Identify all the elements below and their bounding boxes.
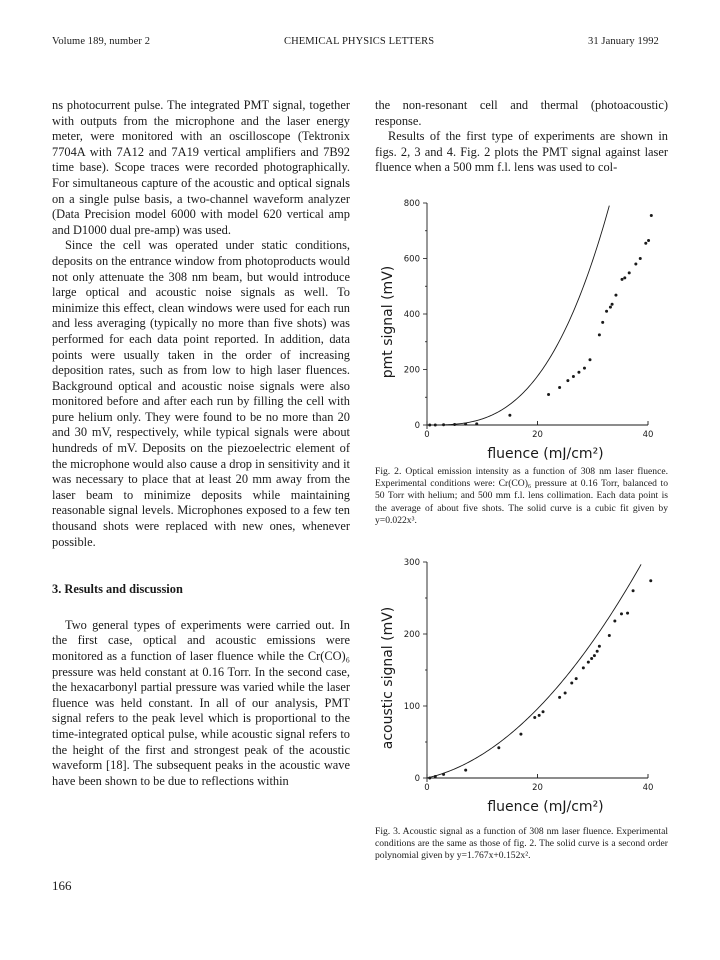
data-point bbox=[587, 661, 590, 664]
data-point bbox=[601, 321, 604, 324]
x-tick-label: 20 bbox=[532, 430, 543, 440]
data-point bbox=[605, 310, 608, 313]
x-axis-label: fluence (mJ/cm²) bbox=[487, 446, 604, 460]
x-tick-label: 40 bbox=[642, 430, 654, 440]
data-point bbox=[609, 306, 612, 309]
data-point bbox=[621, 278, 624, 281]
data-point bbox=[608, 634, 611, 637]
section-heading: 3. Results and discussion bbox=[52, 582, 183, 597]
data-point bbox=[497, 746, 500, 749]
running-header-date: 31 January 1992 bbox=[588, 36, 659, 47]
data-point bbox=[583, 367, 586, 370]
paragraph: ns photocurrent pulse. The integrated PMT signal, together with outputs from the microphone and the laser energy meter, were monitored with an oscilloscope (Tektronix 7704A with 7A12 and 7A19 vertical amplifiers and 7B92 time base). Scope traces were recorded photographically. For simultaneous capture of the acoustic and optical signals on a single pulse basis, a two-channel waveform analyzer (Data Precision model 6000 with model 620 vertical amp and D1000 dual pre-amp) was used. bbox=[52, 98, 350, 237]
data-point bbox=[464, 769, 467, 772]
data-point bbox=[428, 424, 431, 427]
data-point bbox=[623, 276, 626, 279]
data-point bbox=[588, 358, 591, 361]
figure-3-chart bbox=[370, 550, 670, 820]
y-tick-label: 0 bbox=[414, 421, 420, 431]
y-axis-label: pmt signal (mV) bbox=[380, 265, 396, 379]
y-tick-label: 800 bbox=[403, 199, 420, 209]
x-tick-label: 0 bbox=[424, 430, 430, 440]
x-tick-label: 40 bbox=[642, 783, 654, 793]
paragraph: Two general types of experiments were carried out. In the first case, optical and acoustic emissions were monitored as a function of laser fluence while the Cr(CO)₆ pressure was held constant at 0.16 Torr. In the second case, the hexacarbonyl partial pressure was varied while the laser fluence was held constant. In all of our analysis, PMT signal refers to the peak level which is proportional to the time-integrated optical pulse, while acoustic signal refers to the height of the first and strongest peak of the acoustic waveform [18]. The subsequent peaks in the acoustic wave have been shown to be due to reflections within bbox=[52, 617, 350, 788]
y-tick-label: 300 bbox=[403, 558, 420, 568]
data-point bbox=[566, 379, 569, 382]
data-point bbox=[598, 333, 601, 336]
data-point bbox=[639, 257, 642, 260]
data-point bbox=[628, 271, 631, 274]
data-point bbox=[533, 716, 536, 719]
data-point bbox=[434, 775, 437, 778]
paragraph: Results of the first type of experiments are shown in figs. 2, 3 and 4. Fig. 2 plots the PMT signal against laser fluence when a 500 mm f.l. lens was used to col- bbox=[375, 129, 668, 175]
data-point bbox=[626, 612, 629, 615]
page-number: 166 bbox=[52, 878, 72, 893]
y-tick-label: 100 bbox=[403, 702, 420, 712]
fit-curve bbox=[427, 564, 641, 778]
data-point bbox=[575, 677, 578, 680]
data-point bbox=[434, 424, 437, 427]
y-tick-label: 200 bbox=[403, 630, 420, 640]
data-point bbox=[453, 423, 456, 426]
data-point bbox=[538, 714, 541, 717]
fit-curve bbox=[427, 206, 609, 425]
figure-2-chart bbox=[370, 190, 670, 460]
data-point bbox=[572, 375, 575, 378]
data-point bbox=[570, 681, 573, 684]
y-tick-label: 400 bbox=[403, 310, 420, 320]
data-point bbox=[508, 414, 511, 417]
data-point bbox=[650, 214, 653, 217]
figure-3-caption: Fig. 3. Acoustic signal as a function of 308 nm laser fluence. Experimental conditions are the same as those of fig. 2. The solid curve is a second order polynomial given by y=1.767x+0.152x². bbox=[375, 826, 668, 862]
data-point bbox=[547, 393, 550, 396]
x-tick-label: 0 bbox=[424, 783, 430, 793]
left-column bbox=[52, 98, 350, 789]
data-point bbox=[542, 710, 545, 713]
figure-2-caption: Fig. 2. Optical emission intensity as a function of 308 nm laser fluence. Experimental conditions were: Cr(CO)₆ pressure at 0.16 Torr, balanced to 50 Torr with helium; and 500 mm f.l. lens collimation. Each data point is the average of about five shots. The solid curve is a cubic fit given by y=0.022x³. bbox=[375, 466, 668, 526]
data-point bbox=[590, 657, 593, 660]
data-point bbox=[644, 242, 647, 245]
x-tick-label: 20 bbox=[532, 783, 543, 793]
data-point bbox=[596, 650, 599, 653]
running-header-journal: CHEMICAL PHYSICS LETTERS bbox=[284, 36, 435, 47]
data-point bbox=[593, 654, 596, 657]
data-point bbox=[564, 692, 567, 695]
data-point bbox=[519, 733, 522, 736]
paragraph: Since the cell was operated under static conditions, deposits on the entrance window from photoproducts would not only attenuate the 308 nm beam, but would introduce large optical and acoustic noise signals as well. To minimize this effect, clean windows were used for each run and less averaging (typically no more than five shots) was performed for each data point reported. In addition, data points were usually taken in the order of increasing deposition rates, such as from low to high laser fluences. Background optical and acoustic noise signals were also monitored before and after each run by filling the cell with pure helium only. They were found to be no more than 20 and 30 mV, respectively, while typical signals were about hundreds of mV. Deposits on the piezoelectric element of the microphone would also cause a drop in sensitivity and it was necessary to place that at least 20 mm away from the laser beam to minimize deposits while maintaining reasonable signal levels. Microphones exposed to a few ten thousand shots were replaced with new ones, whenever possible. bbox=[52, 238, 350, 549]
data-point bbox=[634, 263, 637, 266]
data-point bbox=[582, 666, 585, 669]
data-point bbox=[649, 579, 652, 582]
data-point bbox=[614, 294, 617, 297]
data-point bbox=[464, 423, 467, 426]
y-tick-label: 200 bbox=[403, 365, 420, 376]
running-header-volume: Volume 189, number 2 bbox=[52, 36, 151, 47]
data-point bbox=[558, 696, 561, 699]
data-point bbox=[620, 612, 623, 615]
paragraph: the non-resonant cell and thermal (photoacoustic) response. bbox=[375, 98, 668, 128]
data-point bbox=[428, 777, 431, 780]
data-point bbox=[442, 773, 445, 776]
x-axis-label: fluence (mJ/cm²) bbox=[487, 799, 604, 815]
y-tick-label: 600 bbox=[403, 254, 420, 265]
data-point bbox=[442, 423, 445, 426]
y-tick-label: 0 bbox=[414, 774, 420, 784]
y-axis-label: acoustic signal (mV) bbox=[380, 606, 396, 750]
data-point bbox=[632, 589, 635, 592]
data-point bbox=[611, 303, 614, 306]
data-point bbox=[647, 239, 650, 242]
data-point bbox=[598, 645, 601, 648]
data-point bbox=[577, 371, 580, 374]
data-point bbox=[613, 620, 616, 623]
right-column bbox=[375, 98, 668, 176]
data-point bbox=[475, 422, 478, 425]
data-point bbox=[558, 386, 561, 389]
